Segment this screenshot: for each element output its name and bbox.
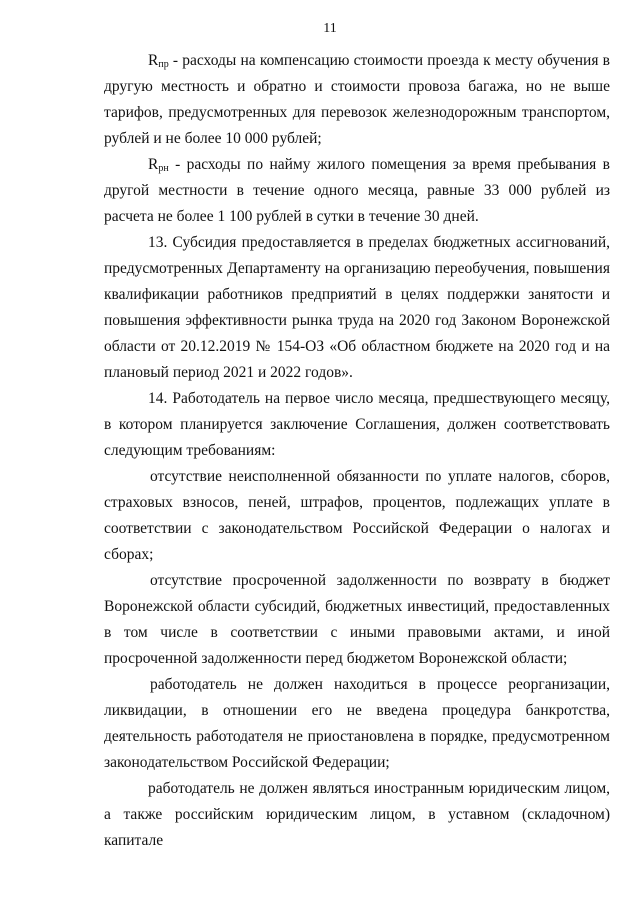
formula-symbol: R: [148, 52, 159, 69]
requirement-foreign-entity: работодатель не должен являться иностранным юридическим лицом, а также российским юридическим лицом, в уставном (складочном) капитале: [104, 780, 610, 849]
formula-symbol: R: [148, 156, 159, 173]
paragraph-14: 14. Работодатель на первое число месяца, предшествующего месяцу, в котором планируется заключение Соглашения, должен соответствовать следующим требованиям:: [104, 390, 610, 459]
formula-subscript: рн: [158, 163, 169, 174]
document-body: [104, 48, 610, 854]
formula-subscript: пр: [158, 59, 169, 70]
paragraph-r-pr: [104, 48, 610, 152]
paragraph-13: 13. Субсидия предоставляется в пределах бюджетных ассигнований, предусмотренных Департаменту на организацию переобучения, повышения квалификации работников предприятий в целях поддержки занятости и повышения эффективности рынка труда на 2020 год Законом Воронежской области от 20.12.2019 № 154-ОЗ «Об областном бюджете на 2020 год и на плановый период 2021 и 2022 годов».: [104, 234, 610, 381]
requirement-taxes: отсутствие неисполненной обязанности по уплате налогов, сборов, страховых взносов, пеней, штрафов, процентов, подлежащих уплате в соответствии с законодательством Российской Федерации о налогах и сборах;: [104, 468, 610, 563]
paragraph-text: - расходы на компенсацию стоимости проезда к месту обучения в другую местность и обратно и стоимости провоза багажа, но не выше тарифов, предусмотренных для перевозок железнодорожным транспортом, рублей и не более 10 000 рублей;: [104, 52, 610, 147]
requirement-debt: отсутствие просроченной задолженности по возврату в бюджет Воронежской области субсидий, бюджетных инвестиций, предоставленных в том числе в соответствии с иными правовыми актами, и иной просроченной задолженности перед бюджетом Воронежской области;: [104, 572, 610, 667]
page-number: 11: [323, 21, 337, 36]
paragraph-text: - расходы по найму жилого помещения за время пребывания в другой местности в течение одного месяца, равные 33 000 рублей из расчета не более 1 100 рублей в сутки в течение 30 дней.: [104, 156, 610, 225]
paragraph-r-rn: [104, 152, 610, 230]
requirement-reorganization: работодатель не должен находиться в процессе реорганизации, ликвидации, в отношении его не введена процедура банкротства, деятельность работодателя не приостановлена в порядке, предусмотренном законодательством Российской Федерации;: [104, 676, 610, 771]
